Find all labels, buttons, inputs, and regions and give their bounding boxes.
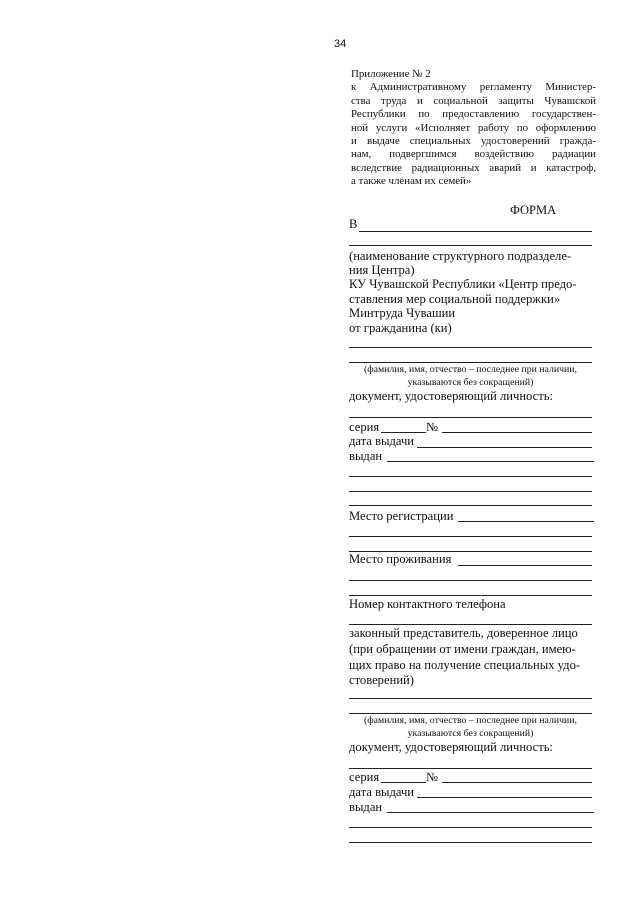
residence-field[interactable] [349, 595, 592, 596]
appendix-text-line: ной услуги «Исполняет работу по оформлению [351, 121, 596, 134]
residence-field[interactable] [349, 580, 592, 581]
registration-field[interactable] [458, 521, 594, 522]
representative-text-line: (при обращении от имени граждан, имею- [349, 642, 576, 656]
org-name-line: Минтруда Чувашии [349, 306, 456, 320]
recipient-field-line[interactable] [359, 231, 592, 232]
issued-by-field[interactable] [387, 461, 594, 462]
recipient-caption-line: ния Центра) [349, 263, 415, 277]
id-doc-line[interactable] [349, 768, 592, 769]
org-name-line: ставления мер социальной поддержки» [349, 292, 561, 306]
number-field[interactable] [442, 432, 592, 433]
issue-date-field[interactable] [417, 797, 592, 798]
appendix-text-line: нам, подвергшимся воздействию радиации [351, 148, 596, 161]
fio-caption-line: (фамилия, имя, отчество – последнее при наличии, [364, 364, 577, 375]
appendix-text-line: Республики по предоставлению государствен- [351, 108, 596, 121]
phone-label: Номер контактного телефона [349, 597, 506, 611]
residence-field[interactable] [458, 565, 592, 566]
id-doc-line[interactable] [349, 417, 592, 418]
issued-by-field[interactable] [349, 505, 592, 506]
appendix-text-line: и выдаче специальных удостоверений гражда- [351, 135, 596, 148]
org-name-line: КУ Чувашской Республики «Центр предо- [349, 277, 577, 291]
appendix-text-line: а также членам их семей» [351, 175, 472, 188]
id-doc-label: документ, удостоверяющий личность: [349, 389, 554, 403]
registration-field[interactable] [349, 536, 592, 537]
issued-by-field[interactable] [349, 842, 592, 843]
representative-text-line: щих право на получение специальных удо- [349, 658, 581, 672]
number-field[interactable] [442, 782, 592, 783]
appendix-text-line: к Административному регламенту Министер- [351, 81, 596, 94]
representative-text-line: стоверений) [349, 673, 414, 687]
series-label: серия [349, 420, 380, 434]
to-prefix: В [349, 217, 358, 231]
recipient-caption-line: (наименование структурного подразделе- [349, 249, 572, 263]
phone-field[interactable] [349, 624, 592, 625]
appendix-header [351, 68, 596, 189]
appendix-title: Приложение № 2 [351, 68, 431, 80]
series-field[interactable] [381, 782, 426, 783]
representative-text-line: законный представитель, доверенное лицо [349, 626, 578, 640]
appendix-text-line: вследствие радиационных аварий и катастроф, [351, 161, 596, 174]
issue-date-label: дата выдачи [349, 785, 415, 799]
appendix-text-line: ства труда и социальной защиты Чувашской [351, 94, 596, 107]
issued-by-field[interactable] [349, 491, 592, 492]
fio-caption-line: (фамилия, имя, отчество – последнее при наличии, [364, 715, 577, 726]
number-label: № [426, 770, 439, 784]
recipient-field-line[interactable] [349, 245, 592, 246]
id-doc-label: документ, удостоверяющий личность: [349, 740, 554, 754]
from-label: от гражданина (ки) [349, 321, 452, 335]
applicant-name-line[interactable] [349, 347, 592, 348]
number-label: № [426, 420, 439, 434]
issue-date-field[interactable] [417, 447, 592, 448]
registration-label: Место регистрации [349, 509, 454, 523]
page-number: 34 [334, 38, 347, 50]
issued-by-label: выдан [349, 800, 383, 814]
fio-caption-line: указываются без сокращений) [407, 728, 534, 739]
series-label: серия [349, 770, 380, 784]
series-field[interactable] [381, 432, 426, 433]
form-title: ФОРМА [510, 203, 557, 217]
issued-by-field[interactable] [387, 812, 594, 813]
issued-by-field[interactable] [349, 827, 592, 828]
representative-name-line[interactable] [349, 698, 592, 699]
fio-caption-line: указываются без сокращений) [407, 377, 534, 388]
issue-date-label: дата выдачи [349, 434, 415, 448]
issued-by-field[interactable] [349, 476, 592, 477]
residence-label: Место проживания [349, 552, 452, 566]
issued-by-label: выдан [349, 449, 383, 463]
